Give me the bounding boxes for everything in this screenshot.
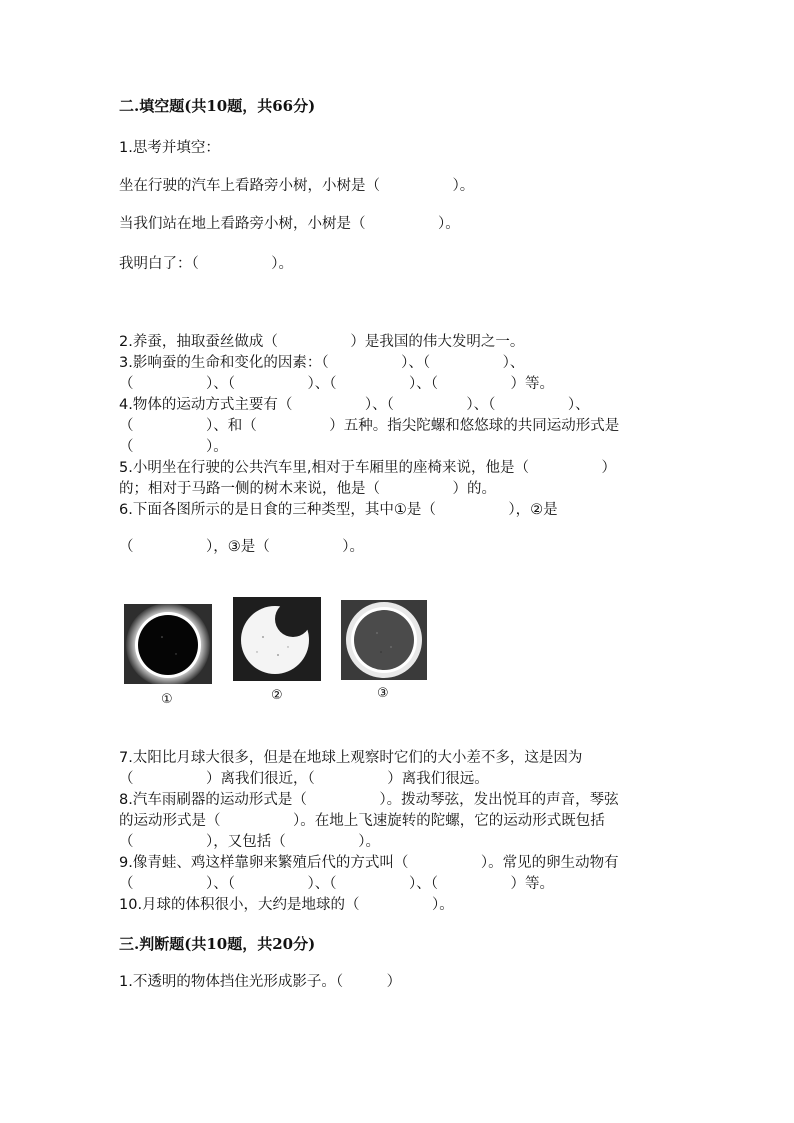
- eclipse-caption-3: ③: [377, 686, 389, 701]
- question-8-line-3: （ ），又包括（ ）。: [119, 834, 380, 850]
- question-9-line-1: 9.像青蛙、鸡这样靠卵来繁殖后代的方式叫（ ）。常见的卵生动物有: [119, 855, 619, 871]
- annular-eclipse-image: [341, 600, 427, 680]
- question-4-line-3: （ ）。: [119, 439, 228, 455]
- eclipse-caption-1: ①: [161, 692, 173, 707]
- question-1-line-3: 我明白了：（ ）。: [119, 256, 293, 272]
- partial-eclipse-image: [233, 597, 321, 681]
- question-5-line-2: 的；相对于马路一侧的树木来说，他是（ ）的。: [119, 481, 496, 497]
- question-4-line-2: （ ）、和（ ）五种。指尖陀螺和悠悠球的共同运动形式是: [119, 418, 620, 434]
- question-3-line-1: 3.影响蚕的生命和变化的因素：（ ）、（ ）、: [119, 355, 525, 371]
- question-1-title: 1.思考并填空：: [119, 140, 220, 156]
- eclipse-caption-2: ②: [271, 688, 283, 703]
- question-1-line-2: 当我们站在地上看路旁小树，小树是（ ）。: [119, 216, 460, 232]
- question-10: 10.月球的体积很小，大约是地球的（ ）。: [119, 897, 454, 913]
- question-3-line-2: （ ）、（ ）、（ ）、（ ）等。: [119, 376, 554, 392]
- question-6-line-2: （ ），③是（ ）。: [119, 539, 364, 555]
- question-7-line-1: 7.太阳比月球大很多，但是在地球上观察时它们的大小差不多，这是因为: [119, 750, 583, 766]
- question-7-line-2: （ ）离我们很近，（ ）离我们很远。: [119, 771, 489, 787]
- question-8-line-2: 的运动形式是（ ）。在地上飞速旋转的陀螺，它的运动形式既包括: [119, 813, 605, 829]
- question-2: 2.养蚕，抽取蚕丝做成（ ）是我国的伟大发明之一。: [119, 334, 525, 350]
- question-4-line-1: 4.物体的运动方式主要有（ ）、（ ）、（ ）、: [119, 397, 590, 413]
- question-6-line-1: 6.下面各图所示的是日食的三种类型，其中①是（ ），②是: [119, 502, 558, 518]
- section-heading-true-false: 三.判断题(共10题，共20分): [119, 935, 316, 953]
- question-5-line-1: 5.小明坐在行驶的公共汽车里,相对于车厢里的座椅来说，他是（ ）: [119, 460, 616, 476]
- question-9-line-2: （ ）、（ ）、（ ）、（ ）等。: [119, 876, 554, 892]
- section-heading-fill-blank: 二.填空题(共10题，共66分): [119, 97, 316, 115]
- question-1-line-1: 坐在行驶的汽车上看路旁小树，小树是（ ）。: [119, 178, 475, 194]
- judgement-question-1: 1.不透明的物体挡住光形成影子。（ ）: [119, 974, 402, 990]
- total-eclipse-image: [124, 604, 212, 684]
- question-8-line-1: 8.汽车雨刷器的运动形式是（ ）。拨动琴弦，发出悦耳的声音，琴弦: [119, 792, 619, 808]
